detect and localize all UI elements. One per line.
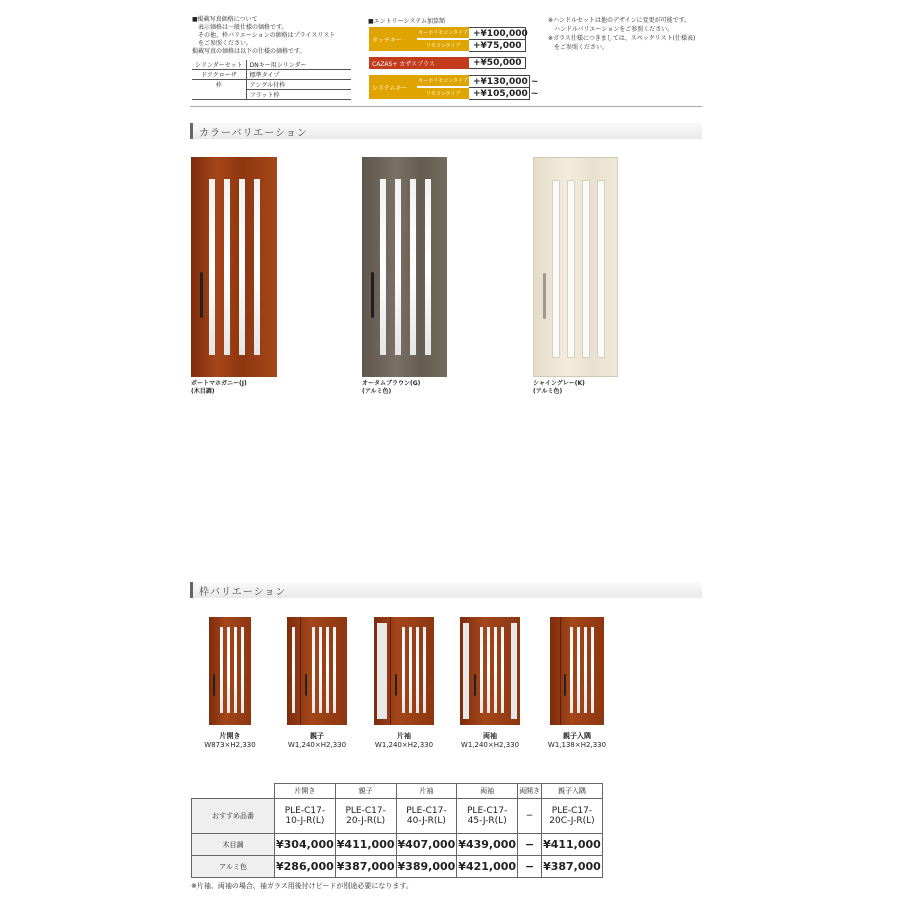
- spec-key: 枠: [192, 80, 246, 90]
- color-finish: (アルミ色): [362, 388, 392, 395]
- note-line: ※ガラス仕様につきましては、スペックリスト(仕様表): [548, 35, 696, 42]
- cazas-block: [369, 57, 526, 69]
- color-name: ボートマホガニー(J): [191, 380, 247, 387]
- spec-value: 標準タイプ: [246, 70, 351, 80]
- color-name: オータムブラウン(G): [362, 380, 421, 387]
- table-row: [192, 799, 603, 834]
- price-cell: ¥411,000: [335, 834, 396, 856]
- product-code: PLE-C17- 20-J-R(L): [335, 799, 396, 834]
- frame-caption: [537, 731, 617, 749]
- product-code: PLE-C17- 45-J-R(L): [457, 799, 518, 834]
- cazas-tag: CAZAS+ カザスプラス: [369, 57, 469, 69]
- price-cell: ¥387,000: [335, 856, 396, 878]
- frame-one-side-light: [374, 617, 434, 725]
- frame-size: W1,240×H2,330: [374, 741, 434, 749]
- note-line: 表示価格は一般仕様の価格です。: [198, 24, 288, 31]
- entry-system-title: ■エントリーシステム加算額: [368, 18, 445, 25]
- price-cell: ¥304,000: [275, 834, 336, 856]
- note-line: をご参照ください。: [554, 44, 609, 51]
- product-code: PLE-C17- 40-J-R(L): [396, 799, 457, 834]
- column-header: 親子: [335, 784, 396, 799]
- touch-key-block: [369, 27, 526, 52]
- row-header: おすすめ品番: [192, 799, 275, 834]
- frame-both-side-lights: [460, 617, 520, 725]
- touch-key-price: +¥100,000: [469, 27, 526, 40]
- note-line: その他、枠バリエーションの価格はプライスリスト: [198, 32, 336, 39]
- color-finish: (木目調): [191, 388, 215, 395]
- color-caption: [191, 380, 247, 396]
- product-code: PLE-C17- 20C-J-R(L): [542, 799, 603, 834]
- note-line: ■掲載写真価格について: [192, 16, 258, 23]
- column-header: 両開き: [518, 784, 542, 799]
- handle-glass-notes: [548, 16, 695, 52]
- frame-size: W1,240×H2,330: [460, 741, 520, 749]
- spec-value: フラット枠: [246, 90, 351, 100]
- frame-caption: [364, 731, 444, 749]
- frame-name: 親子: [310, 732, 324, 740]
- spec-value: アングル付枠: [246, 80, 351, 90]
- divider: [190, 106, 702, 107]
- spec-key: [192, 90, 246, 100]
- spec-value: DNキー用シリンダー: [246, 60, 351, 70]
- door-mahogany: [191, 157, 277, 377]
- cazas-price: +¥50,000: [469, 57, 526, 69]
- table-header-row: [192, 784, 603, 799]
- note-line: ハンドルバリエーションをご参照ください。: [554, 26, 674, 33]
- table-row: [192, 834, 603, 856]
- frame-name: 両袖: [483, 732, 497, 740]
- price-cell: ¥389,000: [396, 856, 457, 878]
- price-cell: ¥387,000: [542, 856, 603, 878]
- touch-key-sub: リモコンタイプ: [417, 40, 469, 52]
- price-cell: −: [518, 834, 542, 856]
- note-line: 掲載写真の価格は以下の仕様の価格です。: [192, 48, 306, 55]
- frame-name: 片開き: [219, 732, 241, 740]
- price-cell: ¥439,000: [457, 834, 518, 856]
- column-header: 親子入隅: [542, 784, 603, 799]
- note-line: をご参照ください。: [198, 40, 253, 47]
- handle-icon: [543, 273, 546, 319]
- row-header: 木目調: [192, 834, 275, 856]
- frame-single: [209, 617, 251, 725]
- frame-parent-child-corner: [550, 617, 604, 725]
- system-key-tag: システムキー: [369, 75, 417, 99]
- frame-caption: [277, 731, 357, 749]
- price-cell: ¥421,000: [457, 856, 518, 878]
- table-row: [192, 856, 603, 878]
- price-cell: ¥411,000: [542, 834, 603, 856]
- note-line: ※ハンドルセットは他のデザインに変更が可能です。: [548, 17, 691, 24]
- product-code: PLE-C17- 10-J-R(L): [275, 799, 336, 834]
- color-finish: (アルミ色): [533, 388, 563, 395]
- frame-variation-heading: 枠バリエーション: [190, 582, 702, 598]
- touch-key-sub: キーホリモコンタイプ: [417, 27, 469, 39]
- color-caption: [533, 380, 585, 396]
- frame-parent-child: [287, 617, 347, 725]
- spec-key: シリンダーセット: [192, 60, 246, 70]
- footnote: ※片袖、両袖の場合、袖ガラス用後付けビードが別途必要になります。: [191, 882, 413, 890]
- system-key-price: +¥105,000 ~: [469, 88, 530, 100]
- touch-key-price: +¥75,000: [469, 40, 526, 52]
- frame-caption: [190, 731, 270, 749]
- door-shine-grey: [533, 157, 618, 377]
- price-cell: −: [518, 856, 542, 878]
- frame-caption: [450, 731, 530, 749]
- column-header: 片袖: [396, 784, 457, 799]
- frame-size: W1,138×H2,330: [547, 741, 607, 749]
- handle-icon: [200, 272, 203, 318]
- price-cell: ¥407,000: [396, 834, 457, 856]
- system-key-sub: リモコンタイプ: [417, 88, 469, 100]
- frame-name: 片袖: [397, 732, 411, 740]
- photo-price-notes: [192, 16, 352, 56]
- frame-size: W873×H2,330: [204, 741, 256, 749]
- system-key-sub: キーホリモコンタイプ: [417, 75, 469, 87]
- touch-key-tag: タッチキー: [369, 27, 417, 51]
- column-header: 両袖: [457, 784, 518, 799]
- frame-size: W1,240×H2,330: [287, 741, 347, 749]
- handle-icon: [371, 272, 374, 318]
- price-cell: ¥286,000: [275, 856, 336, 878]
- color-variation-heading: カラーバリエーション: [190, 123, 702, 139]
- door-autumn-brown: [362, 157, 447, 377]
- color-name: シャイングレー(K): [533, 380, 585, 387]
- price-table: [191, 783, 603, 878]
- system-key-price: +¥130,000 ~: [469, 75, 530, 88]
- column-header: 片開き: [275, 784, 336, 799]
- spec-key: ドアクローザ: [192, 70, 246, 80]
- product-code: −: [518, 799, 542, 834]
- spec-table: [192, 60, 351, 100]
- color-caption: [362, 380, 420, 396]
- frame-name: 親子入隅: [563, 732, 591, 740]
- row-header: アルミ色: [192, 856, 275, 878]
- system-key-block: [369, 75, 539, 100]
